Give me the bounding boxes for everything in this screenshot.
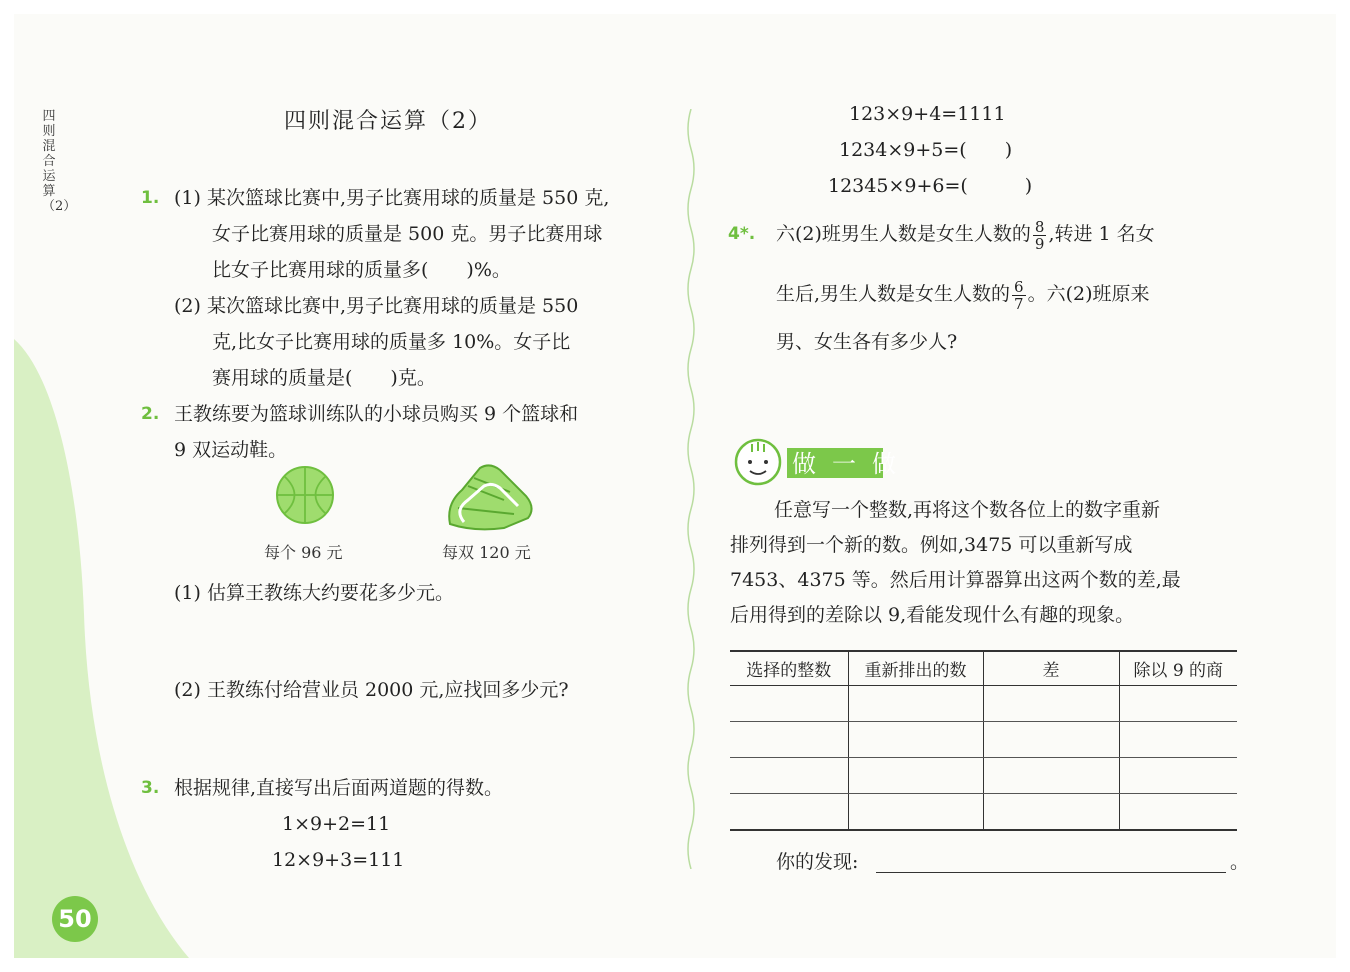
table-cell[interactable] bbox=[730, 686, 848, 722]
fraction bbox=[1012, 279, 1026, 312]
q3-eq: 123×9+4=1111 bbox=[849, 103, 1006, 125]
sneakers-price: 每双 120 元 bbox=[442, 543, 531, 562]
table-cell[interactable] bbox=[730, 758, 848, 794]
q3-eq: 1×9+2=11 bbox=[282, 813, 391, 835]
basketball-icon bbox=[272, 464, 338, 526]
table-cell[interactable] bbox=[848, 794, 983, 831]
side-title: 四则混合运算（2） bbox=[42, 109, 77, 214]
q4-text: 生后,男生人数是女生人数的 bbox=[776, 283, 1011, 305]
activity-line: 任意写一个整数,再将这个数各位上的数字重新 bbox=[774, 499, 1161, 521]
table-cell[interactable] bbox=[983, 722, 1119, 758]
table-cell[interactable] bbox=[1119, 794, 1237, 831]
fraction-numerator: 8 bbox=[1034, 217, 1045, 236]
q4-line bbox=[776, 274, 1150, 314]
q2-line: 王教练要为篮球训练队的小球员购买 9 个篮球和 bbox=[174, 403, 579, 425]
table-row bbox=[730, 794, 1237, 831]
table-header-row bbox=[730, 651, 1237, 686]
page-number: 50 bbox=[52, 896, 98, 942]
q4-line bbox=[776, 214, 1155, 254]
table-cell[interactable] bbox=[848, 686, 983, 722]
workbook-page bbox=[14, 14, 1336, 958]
q2-sub1: (1) 估算王教练大约要花多少元。 bbox=[174, 582, 454, 604]
q1-line: (1) 某次篮球比赛中,男子比赛用球的质量是 550 克, bbox=[174, 187, 610, 209]
finding-answer-line[interactable] bbox=[876, 872, 1226, 873]
q4-number: 4*. bbox=[728, 224, 756, 244]
table-header: 除以 9 的商 bbox=[1119, 651, 1237, 686]
table-cell[interactable] bbox=[730, 722, 848, 758]
q4-text: ,转进 1 名女 bbox=[1048, 223, 1155, 245]
table-cell[interactable] bbox=[848, 722, 983, 758]
q3-eq: 1234×9+5=( ) bbox=[839, 139, 1013, 161]
q2-sub2: (2) 王教练付给营业员 2000 元,应找回多少元? bbox=[174, 679, 569, 701]
table-cell[interactable] bbox=[983, 686, 1119, 722]
q3-eq: 12×9+3=111 bbox=[272, 849, 405, 871]
q1-line: 女子比赛用球的质量是 500 克。男子比赛用球 bbox=[212, 223, 603, 245]
q4-line: 男、女生各有多少人? bbox=[776, 331, 958, 353]
q1-number: 1. bbox=[141, 188, 160, 208]
q4-text: 。六(2)班原来 bbox=[1027, 283, 1150, 305]
table-header: 选择的整数 bbox=[730, 651, 848, 686]
q1-line: (2) 某次篮球比赛中,男子比赛用球的质量是 550 bbox=[174, 295, 579, 317]
table-header: 差 bbox=[983, 651, 1119, 686]
table-cell[interactable] bbox=[1119, 758, 1237, 794]
q2-line: 9 双运动鞋。 bbox=[174, 439, 288, 461]
fraction-numerator: 6 bbox=[1014, 277, 1024, 296]
q1-line: 比女子比赛用球的质量多( )%。 bbox=[212, 259, 511, 281]
q2-number: 2. bbox=[141, 404, 160, 424]
page-divider bbox=[684, 109, 698, 869]
q3-number: 3. bbox=[141, 778, 160, 798]
page-title: 四则混合运算（2） bbox=[284, 109, 492, 134]
q1-line: 克,比女子比赛用球的质量多 10%。女子比 bbox=[212, 331, 571, 353]
activity-line: 后用得到的差除以 9,看能发现什么有趣的现象。 bbox=[730, 604, 1135, 626]
fraction-denominator: 9 bbox=[1034, 234, 1045, 253]
activity-line: 7453、4375 等。然后用计算器算出这两个数的差,最 bbox=[730, 569, 1181, 591]
q4-text: 六(2)班男生人数是女生人数的 bbox=[776, 223, 1031, 245]
table-cell[interactable] bbox=[983, 758, 1119, 794]
table-cell[interactable] bbox=[983, 794, 1119, 831]
q3-text: 根据规律,直接写出后面两道题的得数。 bbox=[174, 777, 504, 799]
table-cell[interactable] bbox=[730, 794, 848, 831]
table-cell[interactable] bbox=[1119, 686, 1237, 722]
face-icon bbox=[730, 436, 788, 488]
q3-eq: 12345×9+6=( ) bbox=[828, 175, 1033, 197]
q1-line: 赛用球的质量是( )克。 bbox=[212, 367, 436, 389]
fraction bbox=[1033, 219, 1047, 252]
table-cell[interactable] bbox=[848, 758, 983, 794]
table-row bbox=[730, 686, 1237, 722]
fraction-denominator: 7 bbox=[1014, 294, 1024, 313]
sneakers-icon bbox=[444, 456, 536, 532]
table-cell[interactable] bbox=[1119, 722, 1237, 758]
activity-badge-label: 做一做 bbox=[792, 450, 912, 478]
table-row bbox=[730, 722, 1237, 758]
table-row bbox=[730, 758, 1237, 794]
finding-label: 你的发现: bbox=[776, 851, 859, 873]
basketball-price: 每个 96 元 bbox=[264, 543, 343, 562]
result-table bbox=[730, 650, 1237, 831]
activity-line: 排列得到一个新的数。例如,3475 可以重新写成 bbox=[730, 534, 1133, 556]
finding-end: 。 bbox=[1230, 851, 1250, 873]
table-header: 重新排出的数 bbox=[848, 651, 983, 686]
